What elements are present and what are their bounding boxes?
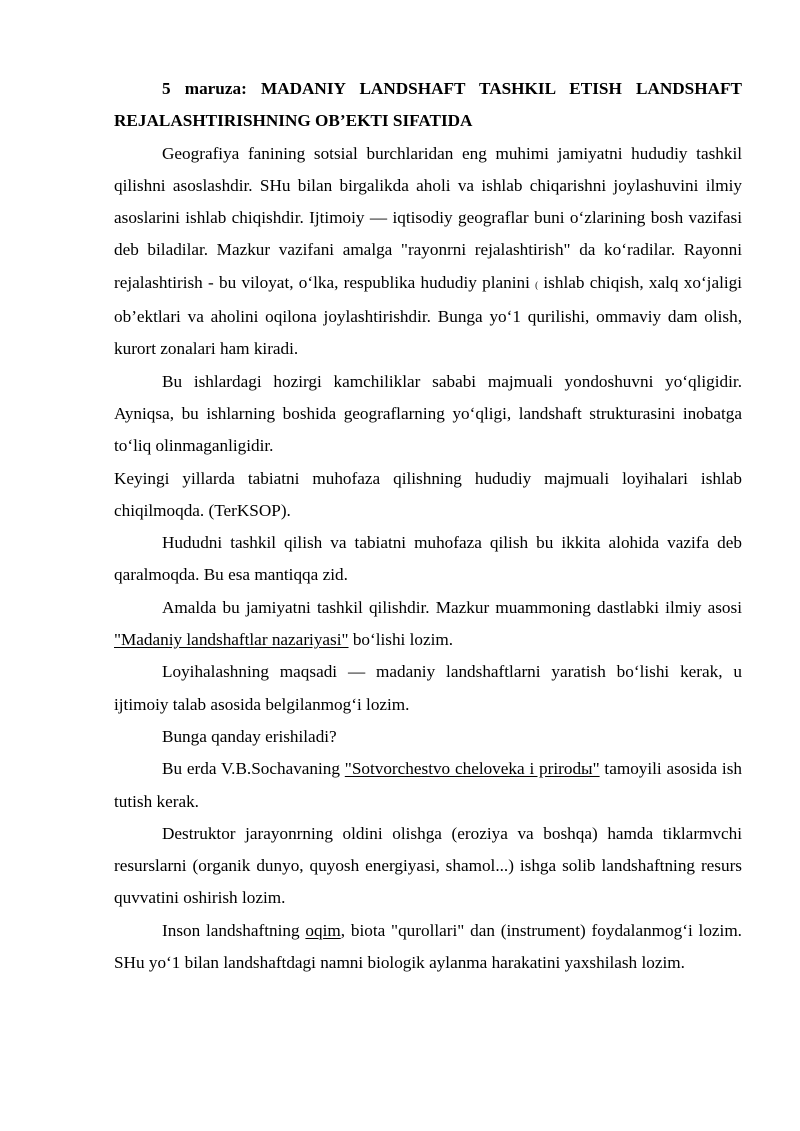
madaniy-landshaftlar-link[interactable]: "Madaniy landshaftlar nazariyasi" xyxy=(114,630,349,650)
paragraph-5-text-a: Amalda bu jamiyatni tashkil qilishdir. Mazkur muammoning dastlabki ilmiy asosi xyxy=(162,597,742,617)
paragraph-1-text-b: ishlab chiqish, xalq xo‘jaligi ob’ektlari va aholini oqilona joylashtirishdir. Bunga yo‘1 qurilishi, ommaviy dam olish, kurort zonalari ham kiradi. xyxy=(114,272,743,359)
sotvorchestvo-link[interactable]: "Sotvorchestvo cheloveka i prirodы" xyxy=(344,759,600,779)
paragraph-4: Hududni tashkil qilish va tabiatni muhofaza qilish bu ikkita alohida vazifa deb qaralmoqda. Bu esa mantiqqa zid. xyxy=(114,533,742,585)
paragraph-3: Keyingi yillarda tabiatni muhofaza qilishning hududiy majmuali loyihalari ishlab chiqilmoqda. (TerKSOP). xyxy=(114,468,742,520)
paragraph-5 xyxy=(114,592,742,657)
paragraph-5-text-b: bo‘lishi lozim. xyxy=(348,630,454,650)
paragraph-7: Bunga qanday erishiladi? xyxy=(162,726,337,746)
paragraph-6: Loyihalashning maqsadi — madaniy landshaftlarni yaratish bo‘lishi kerak, u ijtimoiy talab asosida belgilanmog‘i lozim. xyxy=(114,662,742,714)
oqim-link[interactable]: oqim xyxy=(305,920,341,940)
document-page xyxy=(114,73,742,979)
paragraph-2: Bu ishlardagi hozirgi kamchiliklar sababi majmuali yondoshuvni yo‘qligidir. Ayniqsa, bu ishlarning boshida geograflarning yo‘qligi, landshaft strukturasini inobatga to‘liq olinmaganligidir. xyxy=(114,371,742,456)
paragraph-1-text-a: Geografiya fanining sotsial burchlaridan eng muhimi jamiyatni hududiy tashkil qilishni asoslashdir. SHu bilan birgalikda aholi va ishlab chiqarishni joylashuvini ilmiy asoslarini ishlab chiqishdir. Ijtimoiy — iqtisodiy geograflar buni o‘zlarining bosh vazifasi deb biladilar. Mazkur vazifani amalga "rayonrni rejalashtirish" da ko‘radilar. Rayonni rejalashtirish - bu viloyat, o‘lka, respublika hududiy planini xyxy=(114,143,742,292)
paragraph-9: Destruktor jarayonrning oldini olishga (eroziya va boshqa) hamda tiklarmvchi resurslarni (organik dunyo, quyosh energiyasi, shamol...) ishga solib landshaftning resurs quvvatini oshirish lozim. xyxy=(114,823,742,908)
paragraph-1 xyxy=(114,138,742,366)
paragraph-1-mark: ( xyxy=(535,279,539,290)
paragraph-10-text-a: Inson landshaftning xyxy=(162,920,306,940)
paragraph-8 xyxy=(114,753,742,818)
paragraph-8-text-b: tamoyili asosida ish tutish kerak. xyxy=(114,759,742,811)
document-title: 5 maruza: MADANIY LANDSHAFT TASHKIL ETISH LANDSHAFT REJALASHTIRISHNING OB’EKTI SIFATIDA xyxy=(114,79,742,131)
paragraph-8-text-a: Bu erda V.B.Sochavaning xyxy=(162,759,345,779)
paragraph-10 xyxy=(114,915,742,980)
paragraph-10-text-b: , biota "qurollari" dan (instrument) foydalanmog‘i lozim. SHu yo‘1 bilan landshaftdagi namni biologik aylanma harakatini yaxshilash lozim. xyxy=(114,920,742,973)
